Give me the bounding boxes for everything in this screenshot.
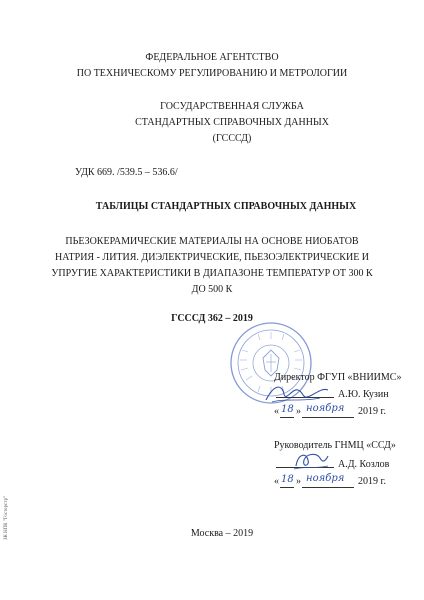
subtitle-line-3: УПРУГИЕ ХАРАКТЕРИСТИКИ В ДИАПАЗОНЕ ТЕМПЕРАТУР ОТ 300 К [51,268,373,279]
approver-2-name: А.Д. Козлов [338,459,390,470]
agency-line-2: ПО ТЕХНИЧЕСКОМУ РЕГУЛИРОВАНИЮ И МЕТРОЛОГИИ [76,68,348,79]
approver-1-day: 18 [281,404,294,415]
service-line-1: ГОСУДАРСТВЕННАЯ СЛУЖБА [160,101,304,112]
approver-2-date-close: » [296,476,301,487]
main-title: ТАБЛИЦЫ СТАНДАРТНЫХ СПРАВОЧНЫХ ДАННЫХ [95,201,357,212]
approver-1-month: ноября [306,403,345,414]
approver-2-date-open: « [274,476,279,487]
subtitle-line-4: ДО 500 К [191,284,233,295]
approver-1-name: А.Ю. Кузин [338,389,389,400]
doc-number: ГСССД 362 – 2019 [171,313,253,324]
approver-2-day: 18 [281,474,294,485]
service-abbr: (ГСССД) [212,133,252,144]
approver-1-date-close: » [296,406,301,417]
udk-code: УДК 669. /539.5 – 536.6/ [75,167,178,178]
subtitle-line-1: ПЬЕЗОКЕРАМИЧЕСКИЕ МАТЕРИАЛЫ НА ОСНОВЕ НИОБАТОВ [65,236,359,247]
side-note: ЗК НПК "Гостерстр" [4,495,9,540]
approver-2-day-line [280,487,294,488]
approver-2-signature-icon [290,448,332,472]
service-line-2: СТАНДАРТНЫХ СПРАВОЧНЫХ ДАННЫХ [135,117,329,128]
approver-2-month: ноября [306,473,345,484]
approver-1-date-open: « [274,406,279,417]
agency-line-1: ФЕДЕРАЛЬНОЕ АГЕНТСТВО [145,52,279,63]
approver-2-month-line [302,487,354,488]
subtitle-line-2: НАТРИЯ - ЛИТИЯ. ДИЭЛЕКТРИЧЕСКИЕ, ПЬЕЗОЭЛЕКТРИЧЕСКИЕ И [54,252,370,263]
approver-2-title: Руководитель ГНМЦ «ССД» [274,440,396,451]
city-year: Москва – 2019 [190,528,254,539]
approver-1-month-line [302,417,354,418]
approver-1-year: 2019 г. [358,406,386,417]
approver-2-year: 2019 г. [358,476,386,487]
approver-1-title: Директор ФГУП «ВНИИМС» [274,372,402,383]
approver-1-day-line [280,417,294,418]
